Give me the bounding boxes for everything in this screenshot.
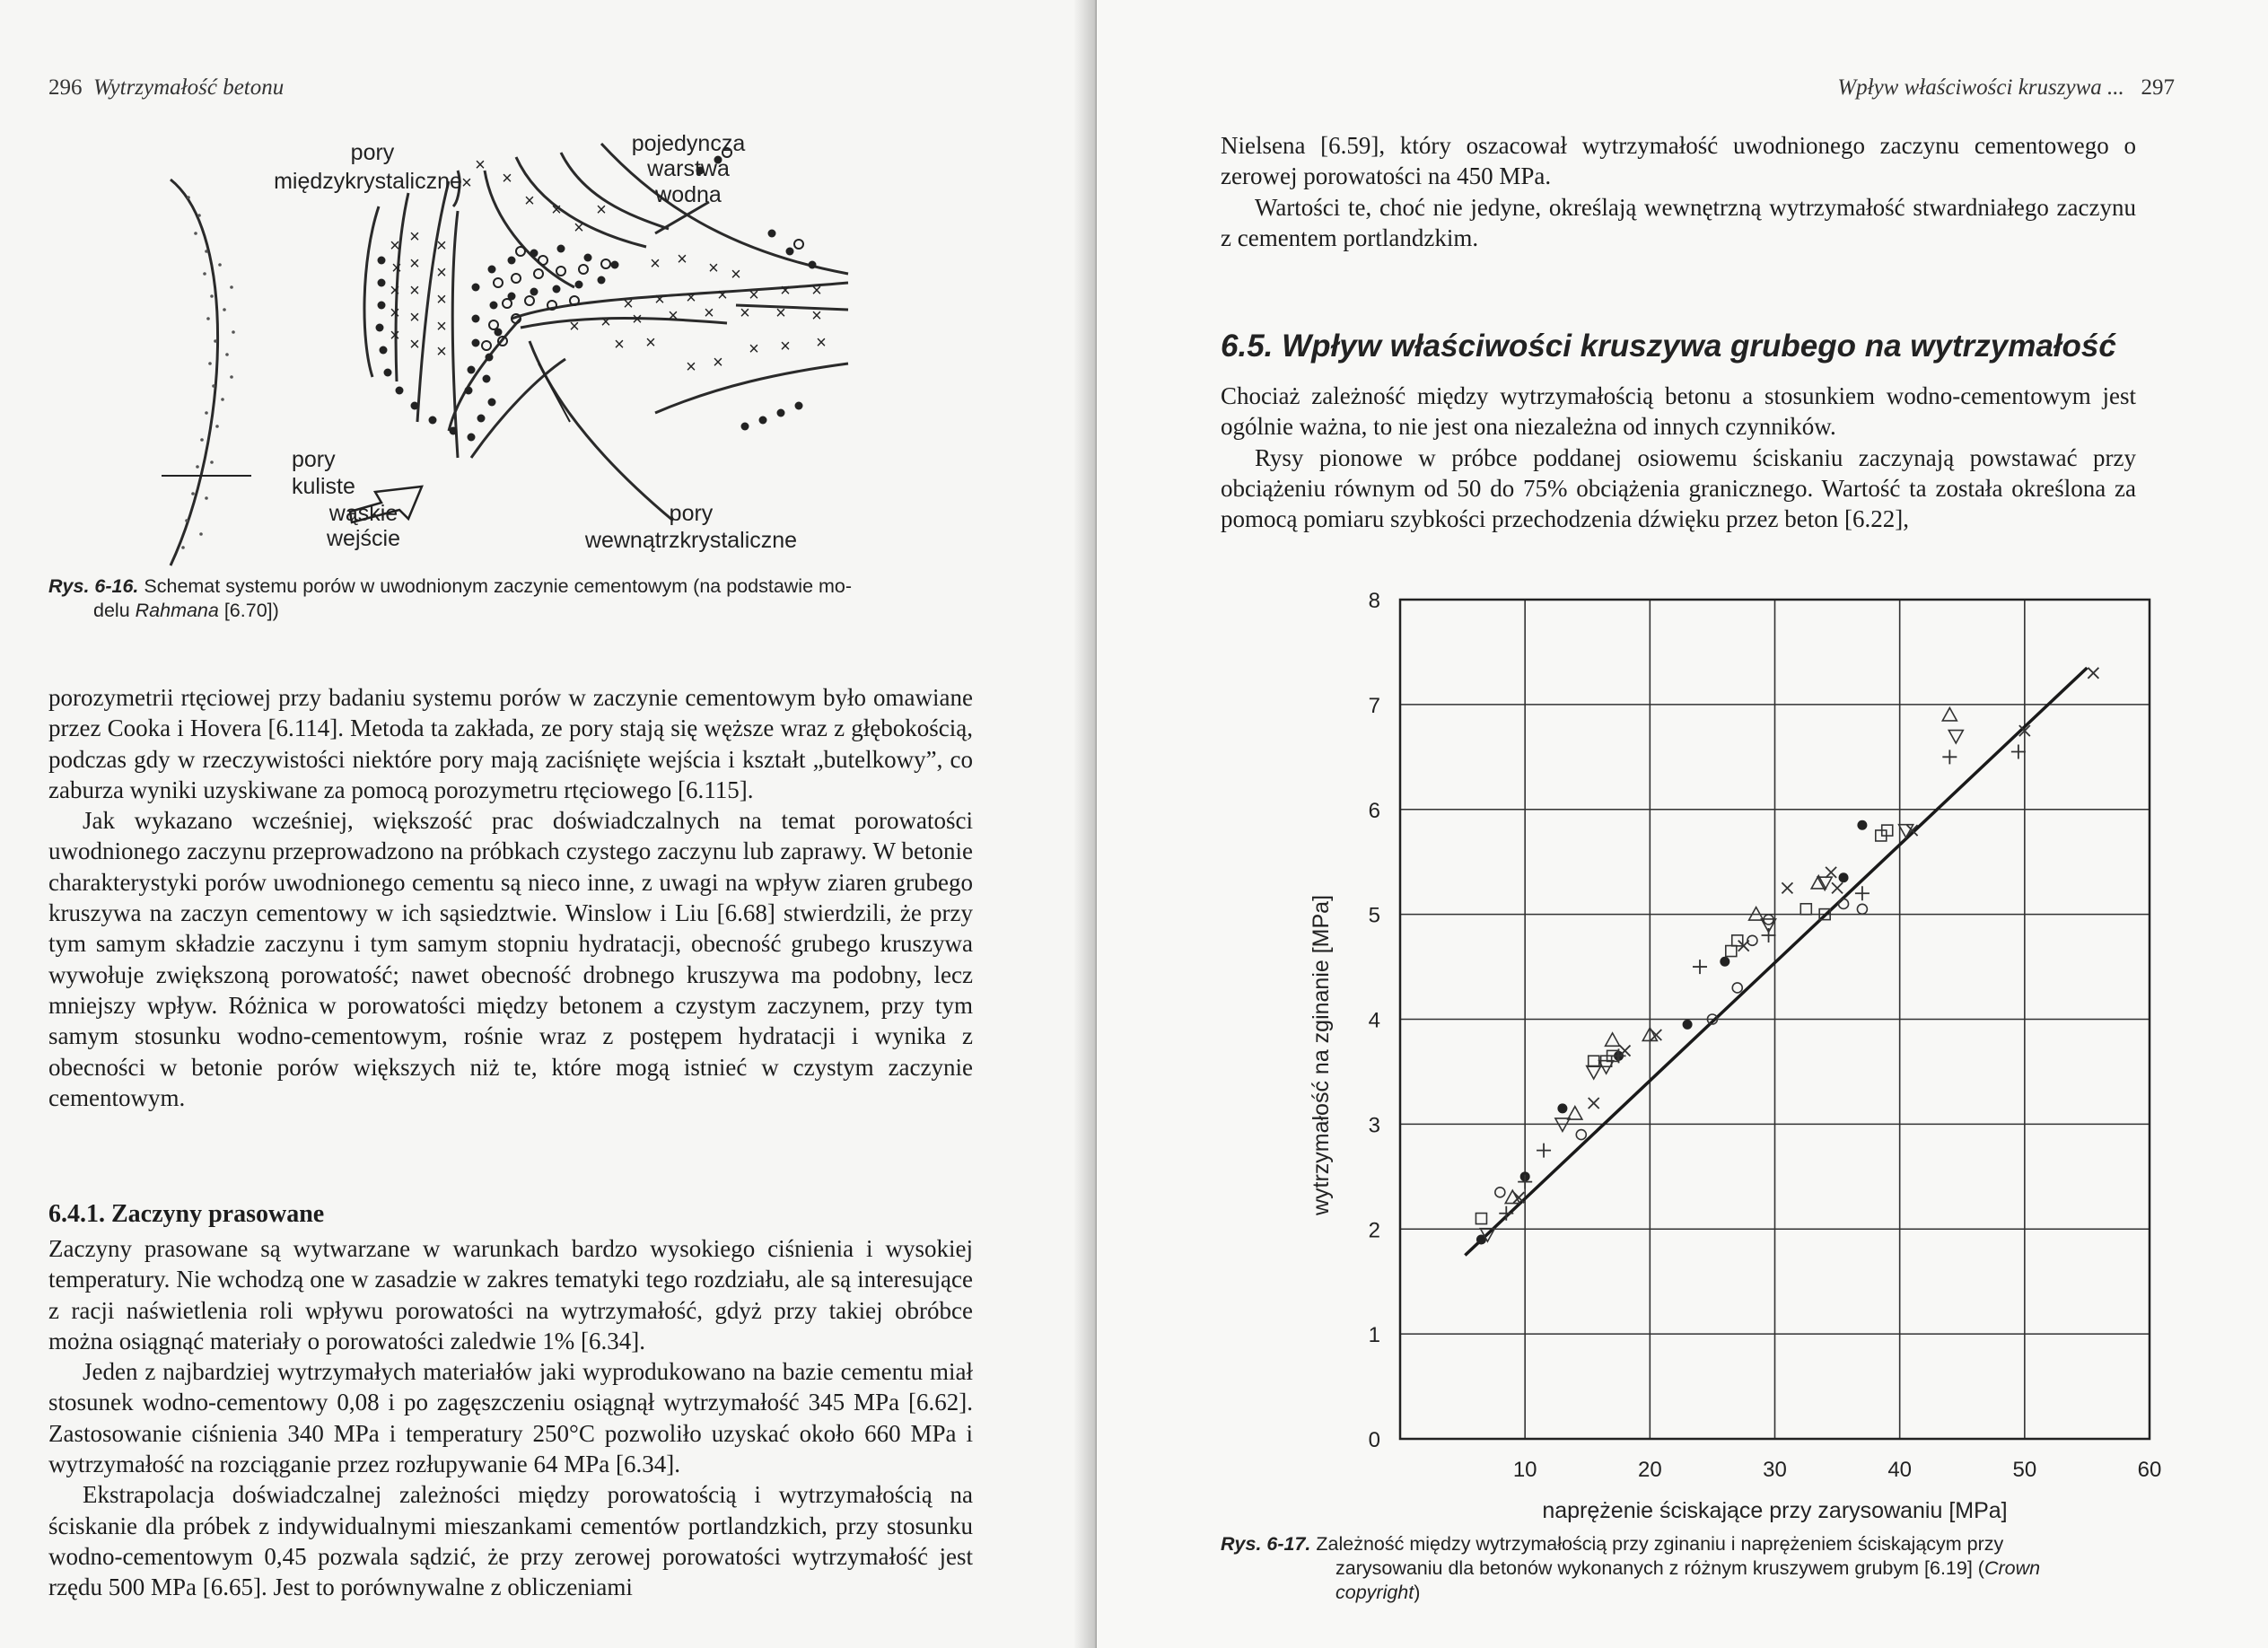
data-point-up-triangle bbox=[1942, 708, 1957, 721]
y-axis-label: wytrzymałość na zginanie [MPa] bbox=[1309, 894, 1334, 1216]
caption-label-6-16: Rys. 6-16. bbox=[48, 575, 139, 597]
svg-text:×: × bbox=[409, 227, 420, 247]
data-point-cross bbox=[1620, 1046, 1631, 1056]
label-wewnatrzkrystaliczne: wewnątrzkrystaliczne bbox=[584, 528, 798, 553]
paragraph: Zaczyny prasowane są wytwarzane w warunkach bardzo wysokiego ciśnienia i wysokiej temperatury. Nie wchodzą one w zasadzie w zakres tematyki tego rozdziału, ale są interesujące z racji naświetlenia roli wpływu porowatości na wytrzymałość, gdyż przy takiej obróbce można osiągnąć materiały o porowatości zaledwie 1% [6.34]. bbox=[48, 1235, 973, 1354]
data-point-plus bbox=[2011, 744, 2026, 758]
data-point-down-triangle bbox=[1948, 731, 1963, 743]
paragraph: porozymetrii rtęciowej przy badaniu systemu porów w zaczynie cementowym było omawiane przez Cooka i Hovera [6.114]. Metoda ta zakłada, ze pory stają się węższe wraz z głębokością, podczas gdy w rzeczywistości niektóre pory mają zaciśnięte wejścia i kształt „butelkowy”, co zaburza wyniki uzyskiwane za pomocą porozymetru rtęciowego [6.115]. bbox=[48, 684, 973, 803]
svg-text:×: × bbox=[436, 290, 447, 310]
x-tick-label: 30 bbox=[1763, 1458, 1787, 1482]
label-kuliste: kuliste bbox=[292, 474, 355, 499]
caption-label-6-17: Rys. 6-17. bbox=[1221, 1533, 1311, 1555]
left-body-text bbox=[48, 682, 973, 1113]
data-point-up-triangle bbox=[1606, 1033, 1620, 1046]
paragraph: Rysy pionowe w próbce poddanej osiowemu ściskaniu zaczynają powstawać przy obciążeniu równym od 50 do 75% obciążenia granicznego. Wartość ta została określona za pomocą pomiaru szybkości przechodzenia dźwięku przez beton [6.22], bbox=[1221, 443, 2136, 533]
data-point-plus bbox=[1942, 749, 1957, 764]
x-tick-label: 50 bbox=[2012, 1458, 2037, 1482]
svg-text:×: × bbox=[704, 303, 714, 323]
label-warstwa: warstwa bbox=[647, 156, 730, 181]
right-body-text bbox=[1221, 381, 2136, 534]
data-point-filled-circle bbox=[1720, 957, 1729, 967]
svg-text:×: × bbox=[390, 236, 400, 256]
figure-caption-6-16: Rys. 6-16. Schemat systemu porów w uwodnionym zaczynie cementowym (na podstawie mo- delu Rahmana [6.70]) bbox=[48, 575, 853, 621]
figure-caption-6-17: Rys. 6-17. Zależność między wytrzymałością przy zginaniu i naprężeniem ściskającym przy zarysowaniu dla betonów wykonanych z różnym kruszywem grubym [6.19] (Crown copyright) bbox=[1221, 1533, 2041, 1603]
svg-text:×: × bbox=[775, 303, 786, 323]
svg-text:×: × bbox=[677, 250, 687, 269]
svg-text:×: × bbox=[436, 236, 447, 256]
paragraph: Jak wykazano wcześniej, większość prac doświadczalnych na temat porowatości uwodnionego zaczynu przeprowadzono na próbkach czystego zaczynu lub zaprawy. W betonie charakterystyki porów uwodnionego cementu są nieco inne, z uwagi na wpływ ziaren grubego kruszywa na zaczyn cementowy w ich sąsiedztwie. Winslow i Liu [6.68] stwierdzili, że przy tym samym składzie zaczynu i tym samym stopniu hydratacji, obecność grubego kruszywa wywołuje zwiększoną porowatość; nawet obecność drobnego kruszywa ma podobny, lecz mniejszy wpływ. Różnica w porowatości między betonem a czystym zaczynem, przy tym samym stosunku wodno-cementowym, rośnie wraz z postępem hydratacji i wynika z obecności w betonie porów większych niż te, które mogą istnieć w czystym zaczynie cementowym. bbox=[48, 807, 973, 1111]
data-point-down-triangle bbox=[1555, 1118, 1570, 1131]
data-point-plus bbox=[1499, 1206, 1513, 1221]
svg-text:×: × bbox=[390, 303, 400, 323]
svg-text:×: × bbox=[502, 169, 512, 188]
svg-text:×: × bbox=[713, 353, 723, 373]
svg-text:×: × bbox=[409, 308, 420, 328]
svg-text:×: × bbox=[731, 265, 741, 285]
label-pojedyncza: pojedyncza bbox=[631, 131, 746, 156]
section-title-6-4-1: 6.4.1. Zaczyny prasowane bbox=[48, 1200, 325, 1228]
water-layer-line bbox=[485, 171, 574, 287]
data-point-plus bbox=[1855, 886, 1870, 900]
data-point-filled-circle bbox=[1839, 872, 1849, 882]
left-body-text-2 bbox=[48, 1233, 973, 1603]
svg-text:×: × bbox=[740, 303, 750, 323]
paragraph: Chociaż zależność między wytrzymałością betonu a stosunkiem wodno-cementowym jest ogólnie ważna, to nie jest ona niezależna od innych czynników. bbox=[1221, 382, 2136, 441]
left-running-title: Wytrzymałość betonu bbox=[93, 75, 285, 100]
svg-text:×: × bbox=[551, 200, 562, 220]
data-point-filled-circle bbox=[1857, 820, 1867, 830]
svg-text:×: × bbox=[409, 254, 420, 274]
svg-text:×: × bbox=[475, 155, 486, 175]
data-point-cross bbox=[1782, 882, 1792, 893]
svg-text:×: × bbox=[391, 259, 402, 278]
svg-text:×: × bbox=[811, 281, 822, 301]
data-point-down-triangle bbox=[1587, 1066, 1601, 1079]
svg-text:×: × bbox=[623, 294, 634, 314]
y-tick-label: 6 bbox=[1368, 798, 1380, 823]
y-tick-label: 8 bbox=[1368, 589, 1380, 613]
paragraph: Nielsena [6.59], który oszacował wytrzymałość uwodnionego zaczynu cementowego o zerowej porowatości na 450 MPa. bbox=[1221, 132, 2136, 190]
svg-text:×: × bbox=[614, 335, 625, 355]
data-point-open-square bbox=[1726, 946, 1737, 957]
right-page bbox=[1097, 0, 2268, 1648]
right-running-title: Wpływ właściwości kruszywa ... bbox=[1837, 75, 2124, 100]
data-point-open-square bbox=[1589, 1056, 1599, 1066]
left-page-number: 296 bbox=[48, 75, 83, 100]
svg-text:×: × bbox=[461, 173, 472, 193]
svg-text:×: × bbox=[717, 285, 728, 305]
data-point-up-triangle bbox=[1568, 1107, 1582, 1119]
data-point-filled-circle bbox=[1683, 1020, 1693, 1030]
data-point-plus bbox=[1537, 1144, 1551, 1158]
left-page bbox=[0, 0, 1097, 1648]
y-tick-label: 5 bbox=[1368, 903, 1380, 928]
y-tick-label: 1 bbox=[1368, 1323, 1380, 1348]
x-axis-label: naprężenie ściskające przy zarysowaniu [MPa] bbox=[1542, 1498, 2008, 1523]
svg-text:×: × bbox=[632, 310, 643, 329]
x-tick-label: 20 bbox=[1637, 1458, 1662, 1482]
regression-line bbox=[1465, 668, 2087, 1256]
right-running-head bbox=[1837, 75, 2175, 101]
svg-text:×: × bbox=[708, 259, 719, 278]
svg-text:×: × bbox=[596, 200, 607, 220]
right-page-number: 297 bbox=[2141, 75, 2175, 100]
data-point-plus bbox=[1693, 960, 1707, 974]
label-wejscie: wejście bbox=[327, 526, 400, 551]
left-running-head bbox=[48, 75, 284, 101]
svg-text:×: × bbox=[749, 339, 759, 359]
data-point-cross bbox=[2088, 668, 2098, 679]
svg-text:×: × bbox=[811, 306, 822, 326]
data-point-open-circle bbox=[1839, 899, 1849, 908]
data-point-plus bbox=[1518, 1175, 1532, 1189]
svg-text:×: × bbox=[668, 306, 679, 326]
svg-text:×: × bbox=[409, 281, 420, 301]
svg-text:×: × bbox=[645, 333, 656, 353]
paragraph: Wartości te, choć nie jedyne, określają wewnętrzną wytrzymałość stwardniałego zaczynu z cementem portlandzkim. bbox=[1221, 193, 2136, 251]
right-top-text bbox=[1221, 130, 2136, 253]
data-point-cross bbox=[1826, 867, 1836, 878]
y-tick-label: 7 bbox=[1368, 693, 1380, 718]
svg-text:×: × bbox=[436, 317, 447, 337]
svg-text:×: × bbox=[569, 317, 580, 337]
x-tick-label: 10 bbox=[1512, 1458, 1537, 1482]
svg-text:×: × bbox=[574, 218, 584, 238]
svg-text:×: × bbox=[390, 281, 400, 301]
label-pory-miedzy: pory bbox=[350, 140, 395, 165]
svg-text:×: × bbox=[600, 312, 611, 332]
label-pory-wewnatrz: pory bbox=[669, 501, 714, 526]
svg-text:×: × bbox=[749, 285, 759, 305]
x-tick-label: 60 bbox=[2137, 1458, 2162, 1482]
label-miedzykrystaliczne: międzykrystaliczne bbox=[274, 169, 462, 194]
data-point-cross bbox=[1589, 1098, 1599, 1109]
data-point-open-circle bbox=[1495, 1188, 1505, 1197]
flexural-strength-chart bbox=[1294, 583, 2192, 1553]
chart-grid bbox=[1400, 600, 2150, 1439]
paragraph: Ekstrapolacja doświadczalnej zależności między porowatością i wytrzymałością na ściskanie dla próbek z indywidualnymi mieszankami cementów portlandzkich, przy stosunku wodno-cementowym 0,45 pozwala sądzić, że przy zerowej porowatości wytrzymałość jest rzędu 500 MPa [6.65]. Jest to porównywalne z obliczeniami bbox=[48, 1481, 973, 1601]
svg-text:×: × bbox=[686, 288, 696, 308]
label-waskie: wąskie bbox=[328, 501, 398, 526]
y-tick-label: 2 bbox=[1368, 1218, 1380, 1243]
svg-text:×: × bbox=[650, 254, 661, 274]
svg-text:×: × bbox=[409, 335, 420, 355]
svg-text:×: × bbox=[654, 290, 665, 310]
y-tick-label: 3 bbox=[1368, 1113, 1380, 1138]
svg-text:×: × bbox=[780, 337, 791, 356]
data-point-plus bbox=[1762, 928, 1776, 942]
x-tick-label: 40 bbox=[1887, 1458, 1913, 1482]
data-point-open-square bbox=[1476, 1214, 1486, 1224]
pore-system-diagram bbox=[153, 117, 889, 574]
data-point-filled-circle bbox=[1557, 1103, 1567, 1113]
svg-text:×: × bbox=[436, 342, 447, 362]
label-pory-kuliste: pory bbox=[292, 447, 336, 472]
data-point-cross bbox=[1832, 882, 1843, 893]
data-point-open-circle bbox=[1857, 904, 1867, 914]
section-title-6-5: 6.5. Wpływ właściwości kruszywa grubego na wytrzymałość bbox=[1221, 329, 2116, 364]
paragraph: Jeden z najbardziej wytrzymałych materiałów jaki wyprodukowano na bazie cementu miał stosunek wodno-cementowy 0,08 i po zagęszczeniu osiągnął wytrzymałość 345 MPa [6.62]. Zastosowanie ciśnienia 340 MPa i temperatury 250°C pozwoliło uzyskać około 660 MPa i wytrzymałość na rozciąganie przez rozłupywanie 64 MPa [6.34]. bbox=[48, 1358, 973, 1478]
svg-text:×: × bbox=[436, 263, 447, 283]
y-tick-label: 0 bbox=[1368, 1428, 1380, 1452]
cement-grain-edge bbox=[171, 180, 218, 565]
label-wodna: wodna bbox=[655, 182, 722, 207]
svg-text:×: × bbox=[390, 326, 400, 346]
data-point-open-circle bbox=[1732, 983, 1742, 993]
svg-text:×: × bbox=[816, 333, 827, 353]
svg-text:×: × bbox=[686, 357, 696, 377]
data-point-open-circle bbox=[1576, 1130, 1586, 1140]
svg-text:×: × bbox=[780, 281, 791, 301]
y-tick-label: 4 bbox=[1368, 1008, 1380, 1033]
data-point-open-square bbox=[1800, 904, 1811, 915]
svg-text:×: × bbox=[524, 191, 535, 211]
